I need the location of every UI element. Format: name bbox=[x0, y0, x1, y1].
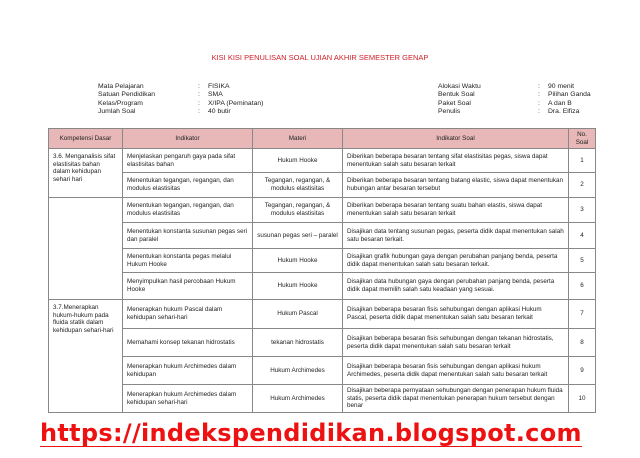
materi-cell: Hukum Archimedes bbox=[253, 357, 343, 385]
info-value: FISIKA bbox=[208, 83, 230, 90]
info-value: X/IPA (Peminatan) bbox=[208, 99, 264, 107]
info-label: Mata Pelajaran bbox=[98, 83, 144, 90]
info-value: Dra. Elfiza bbox=[548, 107, 580, 115]
indikator-soal-cell: Disajikan beberapa besaran fisis sehubungan dengan tekanan hidrostatis, peserta didik dapat menentukan salah satu besaran terkait bbox=[343, 329, 569, 357]
table-row bbox=[49, 273, 596, 300]
table-row bbox=[49, 300, 596, 329]
no-soal-cell: 5 bbox=[569, 249, 596, 273]
materi-cell: Tegangan, regangan, & modulus elastisitas bbox=[253, 198, 343, 223]
info-row bbox=[438, 83, 591, 91]
materi-cell: Hukum Hooke bbox=[253, 249, 343, 273]
no-soal-cell: 3 bbox=[569, 198, 596, 223]
indikator-cell: Menentukan konstanta susunan pegas seri dan paralel bbox=[123, 223, 253, 249]
indikator-cell: Menentukan tegangan, regangan, dan modulus elastisitas bbox=[123, 198, 253, 223]
header-no-soal: No. Soal bbox=[569, 129, 596, 149]
indikator-soal-cell: Disajikan data hubungan gaya dengan perubahan panjang benda, peserta didik dapat memilih salah satu keadaan yang sesuai. bbox=[343, 273, 569, 300]
info-separator: : bbox=[198, 107, 200, 115]
header-indikator-soal: Indikator Soal bbox=[343, 129, 569, 149]
no-soal-cell: 1 bbox=[569, 149, 596, 173]
materi-cell: susunan pegas seri – paralel bbox=[253, 223, 343, 249]
no-soal-cell: 10 bbox=[569, 385, 596, 413]
info-right bbox=[438, 83, 591, 116]
info-label: Alokasi Waktu bbox=[438, 83, 481, 90]
indikator-cell: Menentukan konstanta pegas melalui Hukum Hooke bbox=[123, 249, 253, 273]
info-separator: : bbox=[198, 83, 200, 90]
no-soal-cell: 6 bbox=[569, 273, 596, 300]
info-label: Jumlah Soal bbox=[98, 107, 136, 115]
indikator-soal-cell: Disajikan beberapa besaran fisis sehubungan dengan aplikasi Hukum Pascal, peserta didik dapat menentukan salah satu besaran terkait bbox=[343, 300, 569, 329]
info-row bbox=[98, 83, 263, 91]
materi-cell: Hukum Pascal bbox=[253, 300, 343, 329]
info-row bbox=[438, 108, 591, 116]
table-row bbox=[49, 173, 596, 198]
no-soal-cell: 8 bbox=[569, 329, 596, 357]
table-row bbox=[49, 149, 596, 173]
no-soal-cell: 7 bbox=[569, 300, 596, 329]
info-separator: : bbox=[538, 91, 540, 99]
info-value: 40 butir bbox=[208, 107, 231, 115]
materi-cell: tekanan hidrostatis bbox=[253, 329, 343, 357]
indikator-cell: Menerapkan hukum Archimedes dalam kehidupan bbox=[123, 357, 253, 385]
table-row bbox=[49, 357, 596, 385]
materi-cell: Hukum Hooke bbox=[253, 149, 343, 173]
document-title: KISI KISI PENULISAN SOAL UJIAN AKHIR SEMESTER GENAP bbox=[211, 53, 429, 62]
indikator-cell: Menentukan tegangan, regangan, dan modulus elastisitas bbox=[123, 173, 253, 198]
info-left bbox=[98, 83, 263, 116]
info-row bbox=[438, 91, 591, 99]
indikator-soal-cell: Diberikan beberapa besaran tentang batang elastic, siswa dapat menentukan hubungan antar besaran tersebut bbox=[343, 173, 569, 198]
table-row bbox=[49, 385, 596, 413]
no-soal-cell: 9 bbox=[569, 357, 596, 385]
indikator-soal-cell: Disajikan grafik hubungan gaya dengan perubahan panjang benda, peserta didik dapat menentukan salah satu besaran terkait. bbox=[343, 249, 569, 273]
header-kompetensi-dasar: Kompetensi Dasar bbox=[49, 129, 123, 149]
info-row bbox=[98, 100, 263, 108]
info-label: Penulis bbox=[438, 107, 461, 115]
kompetensi-dasar-cell: 3.7.Menerapkan hukum-hukum pada fluida statik dalam kehidupan sehari-hari bbox=[49, 300, 123, 413]
info-label: Satuan Pendidikan bbox=[98, 91, 156, 99]
indikator-cell: Menyimpulkan hasil percobaan Hukum Hooke bbox=[123, 273, 253, 300]
indikator-cell: Menerapkan hukum Archimedes dalam kehidupan sehari-hari bbox=[123, 385, 253, 413]
table-row bbox=[49, 249, 596, 273]
no-soal-cell: 4 bbox=[569, 223, 596, 249]
indikator-cell: Menerapkan hukum Pascal dalam kehidupan sehari-hari bbox=[123, 300, 253, 329]
info-label: Paket Soal bbox=[438, 99, 471, 107]
info-value: Pilihan Ganda bbox=[548, 91, 591, 99]
info-separator: : bbox=[538, 99, 540, 107]
materi-cell: Hukum Archimedes bbox=[253, 385, 343, 413]
info-row bbox=[98, 108, 263, 116]
indikator-soal-cell: Diberikan beberapa besaran tentang suatu bahan elastis, siswa dapat menentukan salah satu besaran terkait bbox=[343, 198, 569, 223]
kompetensi-dasar-cell bbox=[49, 198, 123, 300]
indikator-soal-cell: Disajikan beberapa besaran fisis sehubungan dengan aplikasi hukum Archimedes, peserta didik dapat menentukan salah satu besaran terkait bbox=[343, 357, 569, 385]
indikator-cell: Memahami konsep tekanan hidrostatis bbox=[123, 329, 253, 357]
watermark-url: https://indekspendidikan.blogspot.com bbox=[40, 419, 582, 447]
materi-cell: Hukum Hooke bbox=[253, 273, 343, 300]
indikator-cell: Menjelaskan pengaruh gaya pada sifat elastisitas bahan bbox=[123, 149, 253, 173]
info-separator: : bbox=[538, 83, 540, 90]
indikator-soal-cell: Disajikan data tentang susunan pegas, peserta didik dapat menentukan salah satu besaran terkait. bbox=[343, 223, 569, 249]
info-row bbox=[98, 91, 263, 99]
table-row bbox=[49, 198, 596, 223]
table-row bbox=[49, 223, 596, 249]
indikator-soal-cell: Diberikan beberapa besaran tentang sifat elastisitas pegas, siswa dapat menentukan salah satu besaran terkait bbox=[343, 149, 569, 173]
info-value: SMA bbox=[208, 91, 223, 99]
kisi-kisi-table bbox=[48, 128, 596, 413]
info-value: A dan B bbox=[548, 99, 572, 107]
indikator-soal-cell: Disajikan beberapa pernyataan sehubungan dengan penerapan hukum fluida statis, peserta didik dapat menentukan penerapan hukum tersebut dengan benar bbox=[343, 385, 569, 413]
info-value: 90 menit bbox=[548, 83, 575, 90]
info-label: Bentuk Soal bbox=[438, 91, 475, 99]
info-label: Kelas/Program bbox=[98, 99, 143, 107]
header-indikator: Indikator bbox=[123, 129, 253, 149]
info-separator: : bbox=[198, 99, 200, 107]
materi-cell: Tegangan, regangan, & modulus elastisitas bbox=[253, 173, 343, 198]
header-materi: Materi bbox=[253, 129, 343, 149]
table-row bbox=[49, 329, 596, 357]
no-soal-cell: 2 bbox=[569, 173, 596, 198]
info-separator: : bbox=[538, 107, 540, 115]
kompetensi-dasar-cell: 3.6. Menganalisis sifat elastisitas bahan dalam kehidupan sehari hari bbox=[49, 149, 123, 198]
info-separator: : bbox=[198, 91, 200, 99]
info-row bbox=[438, 100, 591, 108]
